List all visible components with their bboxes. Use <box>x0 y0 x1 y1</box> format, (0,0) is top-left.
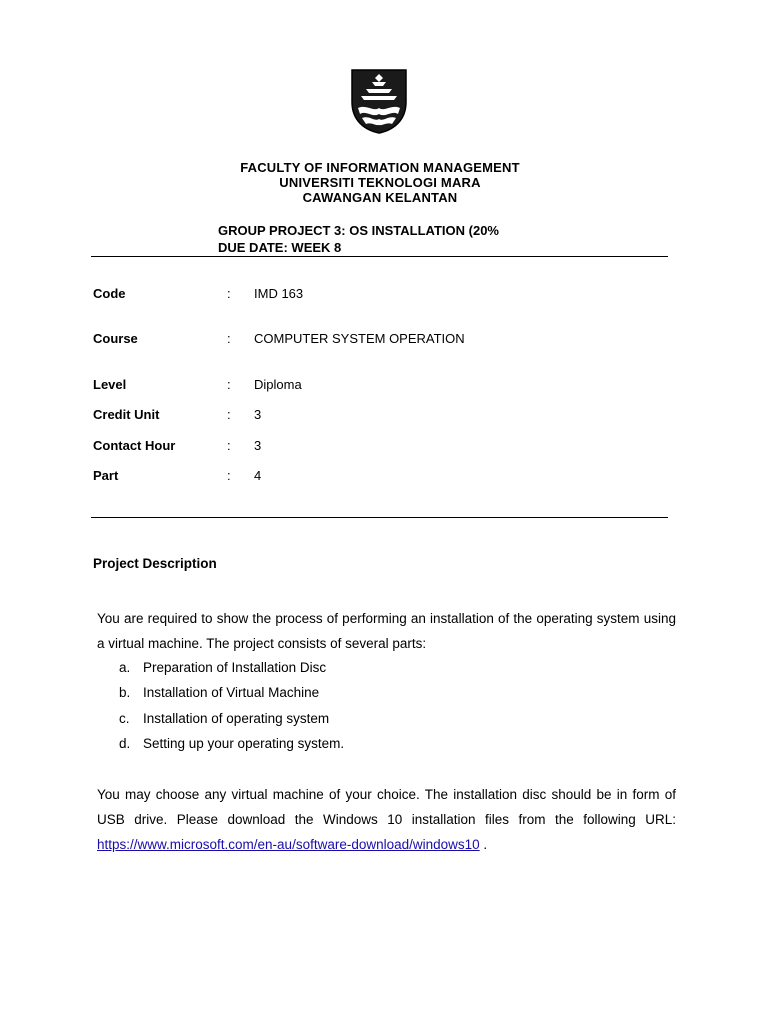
institution-header <box>0 160 760 205</box>
info-separator: : <box>227 438 231 453</box>
info-label: Level <box>93 377 127 392</box>
info-label: Contact Hour <box>93 438 176 453</box>
info-value: Diploma <box>254 377 302 392</box>
note-end: . <box>479 837 488 852</box>
university-name: UNIVERSITI TEKNOLOGI MARA <box>279 175 481 190</box>
info-label: Course <box>93 331 138 346</box>
list-item-text: Setting up your operating system. <box>143 735 345 751</box>
list-item-text: Installation of operating system <box>143 710 330 726</box>
intro-paragraph: You are required to show the process of performing an installation of the operating system using a virtual machine. The project consists of several parts: <box>97 611 676 651</box>
download-link[interactable]: https://www.microsoft.com/en-au/software-download/windows10 <box>97 837 480 852</box>
project-title: GROUP PROJECT 3: OS INSTALLATION (20% <box>218 223 499 238</box>
note-paragraph <box>97 782 676 857</box>
list-item <box>97 706 344 731</box>
list-item <box>97 680 344 705</box>
info-value: 3 <box>254 407 262 422</box>
divider-bottom <box>91 517 668 518</box>
info-label: Credit Unit <box>93 407 160 422</box>
list-marker: a. <box>119 660 131 675</box>
info-separator: : <box>227 377 231 392</box>
parts-list <box>97 655 344 756</box>
info-value: 3 <box>254 438 262 453</box>
university-logo <box>350 68 408 134</box>
info-value: 4 <box>254 468 262 483</box>
list-marker: d. <box>119 735 131 751</box>
list-item <box>97 655 344 680</box>
list-item-text: Preparation of Installation Disc <box>143 660 327 675</box>
list-item-text: Installation of Virtual Machine <box>143 685 320 701</box>
info-label: Part <box>93 468 119 483</box>
list-marker: c. <box>119 710 130 726</box>
info-separator: : <box>227 286 231 301</box>
list-item <box>97 731 344 756</box>
note-text: You may choose any virtual machine of your choice. The installation disc should be in form of USB drive. Please download the Windows 10 installation files from the following URL: <box>97 787 676 827</box>
project-heading <box>218 222 499 256</box>
info-separator: : <box>227 331 231 346</box>
divider-top <box>91 256 668 257</box>
info-separator: : <box>227 407 231 422</box>
info-value: IMD 163 <box>254 286 304 301</box>
info-separator: : <box>227 468 231 483</box>
faculty-name: FACULTY OF INFORMATION MANAGEMENT <box>240 160 520 175</box>
list-marker: b. <box>119 685 131 701</box>
campus-name: CAWANGAN KELANTAN <box>302 190 458 205</box>
info-value: COMPUTER SYSTEM OPERATION <box>254 331 465 346</box>
info-label: Code <box>93 286 126 301</box>
section-title: Project Description <box>93 556 217 571</box>
due-date: DUE DATE: WEEK 8 <box>218 240 342 255</box>
